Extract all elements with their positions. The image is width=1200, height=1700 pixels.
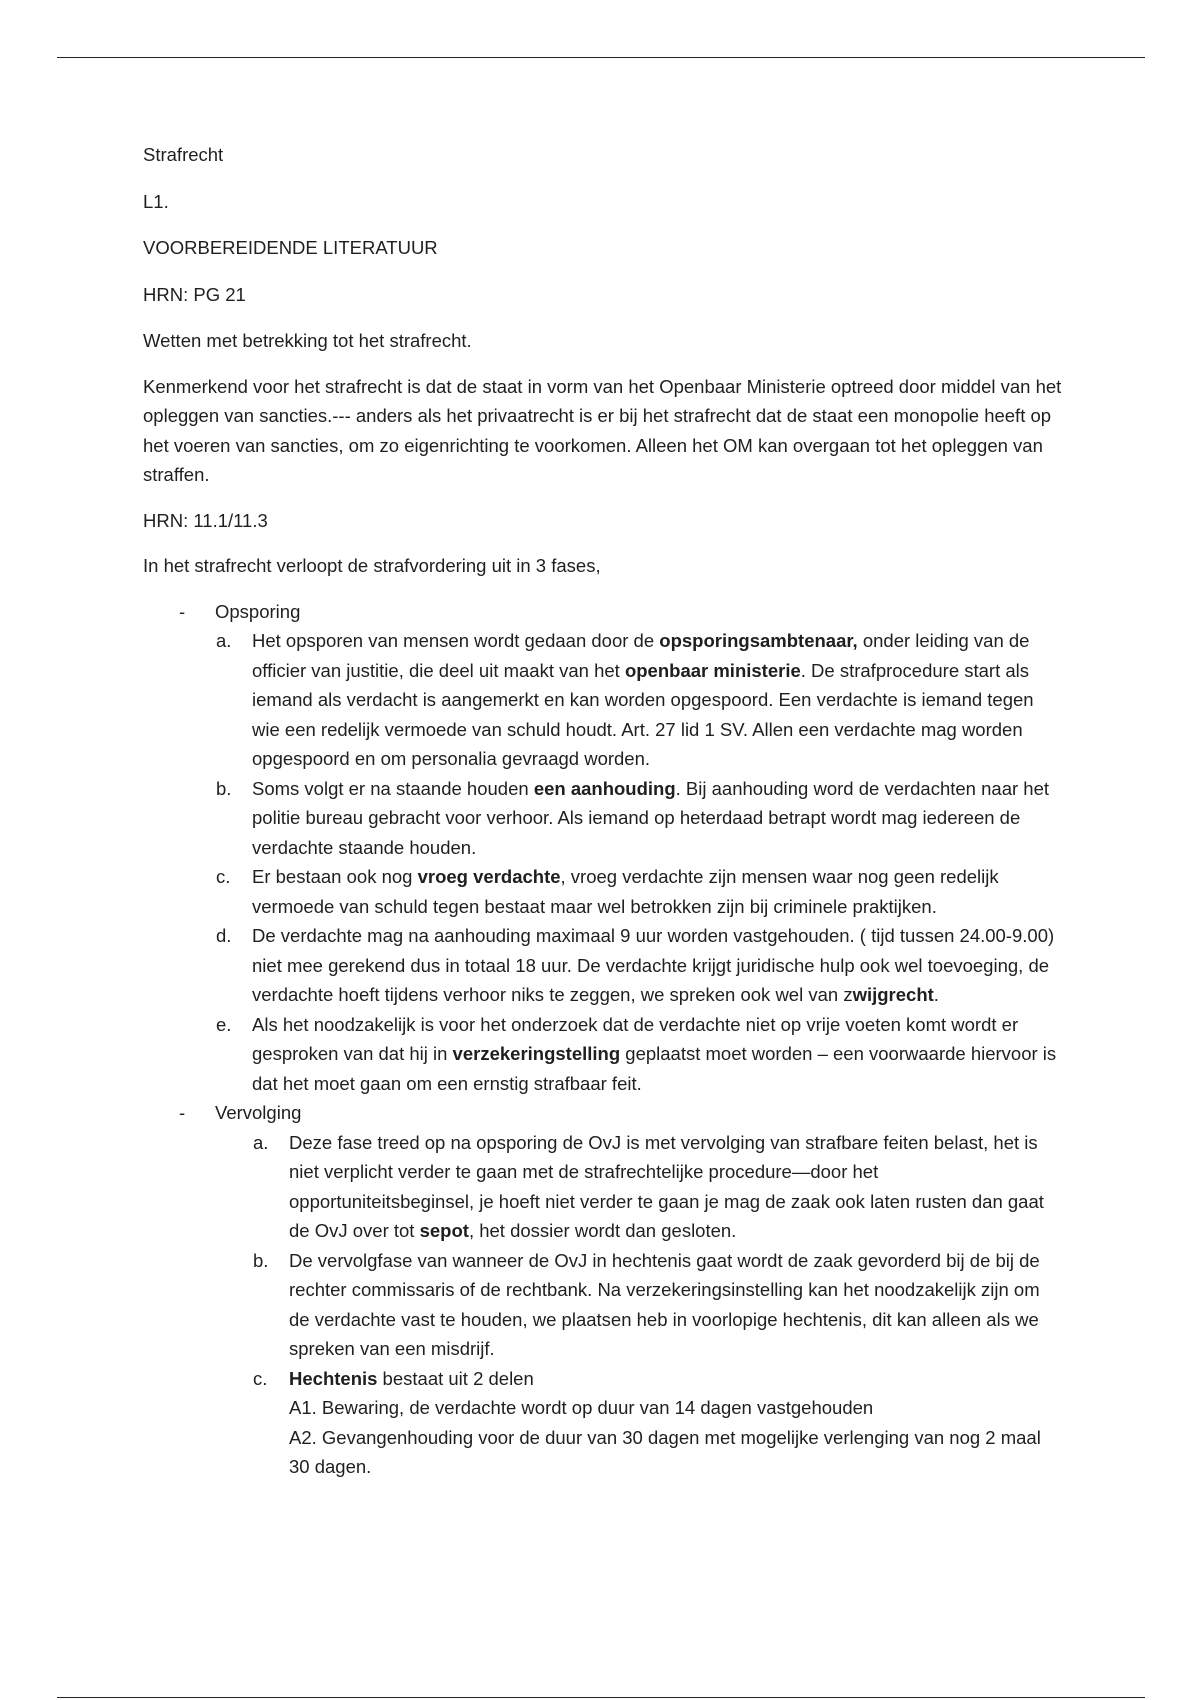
paragraph-strafrecht: Kenmerkend voor het strafrecht is dat de staat in vorm van het Openbaar Ministerie optreed door middel van het opleggen van sancties.--- anders als het privaatrecht is er bij het strafrecht dat de staat een monopolie heeft op het voeren van sancties, om zo eigenrichting te voorkomen. Alleen het OM kan overgaan tot het opleggen van straffen. — [143, 375, 1062, 485]
document-title: Strafrecht — [143, 144, 224, 165]
list-item: c. Er bestaan ook nog vroeg verdachte, vroeg verdachte zijn mensen waar nog geen redelijk vermoede van schuld tegen bestaat maar wel betrokken zijn bij criminele praktijken. — [143, 862, 1063, 921]
list-item: b. De vervolgfase van wanneer de OvJ in hechtenis gaat wordt de zaak gevorderd bij de bij de rechter commissaris of de rechtbank. Na verzekeringsinstelling kan het noodzakelijk zijn om de verdachte vast te houden, we plaatsen heb in voorlopige hechtenis, dit kan alleen als we spreken van een misdrijf. — [143, 1246, 1063, 1364]
document-body — [143, 140, 1063, 1482]
item-marker: a. — [216, 630, 232, 651]
sub-item-a1: A1. Bewaring, de verdachte wordt op duur van 14 dagen vastgehouden — [289, 1397, 874, 1418]
phase-label — [143, 597, 1063, 627]
phases-intro: In het strafrecht verloopt de strafvordering uit in 3 fases, — [143, 555, 601, 576]
item-marker: c. — [253, 1367, 268, 1389]
dash-bullet: - — [179, 600, 186, 622]
sub-item-a2: A2. Gevangenhouding voor de duur van 30 dagen met mogelijke verlenging van nog 2 maal 30 dagen. — [289, 1426, 1041, 1477]
phase-vervolging — [143, 1098, 1063, 1482]
footer-rule — [57, 1697, 1145, 1698]
item-marker: a. — [253, 1131, 269, 1153]
list-item: d. De verdachte mag na aanhouding maximaal 9 uur worden vastgehouden. ( tijd tussen 24.00-9.00) niet mee gerekend dus in totaal 18 uur. De verdachte krijgt juridische hulp ook wel toevoeging, de verdachte hoeft tijdens verhoor niks te zeggen, we spreken ook wel van zwijgrecht. — [143, 921, 1063, 1010]
item-marker: c. — [216, 866, 231, 887]
dash-bullet: - — [179, 1102, 186, 1123]
item-marker: d. — [216, 925, 232, 946]
list-item: e. Als het noodzakelijk is voor het onderzoek dat de verdachte niet op vrije voeten komt wordt er gesproken van dat hij in verzekeringstelling geplaatst moet worden – een voorwaarde hiervoor is dat het moet gaan om een ernstig strafbaar feit. — [143, 1010, 1063, 1099]
header-rule — [57, 57, 1145, 58]
phase-label — [143, 1098, 1063, 1128]
reference-2: HRN: 11.1/11.3 — [143, 509, 268, 531]
item-marker: b. — [216, 777, 232, 799]
list-item: a. Het opsporen van mensen wordt gedaan door de opsporingsambtenaar, onder leiding van de officier van justitie, die deel uit maakt van het openbaar ministerie. De strafprocedure start als iemand als verdacht is aangemerkt en kan worden opgespoord. Een verdachte is iemand tegen wie een redelijk vermoede van schuld houdt. Art. 27 lid 1 SV. Allen een verdachte mag worden opgespoord en om personalia gevraagd worden. — [143, 626, 1063, 774]
phase-opsporing — [143, 597, 1063, 1099]
intro-line: Wetten met betrekking tot het strafrecht. — [143, 330, 472, 351]
item-marker: b. — [253, 1249, 269, 1271]
item-marker: e. — [216, 1013, 232, 1035]
lesson-label: L1. — [143, 190, 169, 212]
reference-1: HRN: PG 21 — [143, 283, 246, 305]
list-item: b. Soms volgt er na staande houden een aanhouding. Bij aanhouding word de verdachten naar het politie bureau gebracht voor verhoor. Als iemand op heterdaad betrapt wordt mag iedereen de verdachte staande houden. — [143, 774, 1063, 863]
list-item: c. Hechtenis bestaat uit 2 delen A1. Bewaring, de verdachte wordt op duur van 14 dagen vastgehouden A2. Gevangenhouding voor de duur van 30 dagen met mogelijke verlenging van nog 2 maal 30 dagen. — [143, 1364, 1063, 1482]
phase-title: Opsporing — [215, 600, 301, 622]
section-heading: VOORBEREIDENDE LITERATUUR — [143, 237, 438, 258]
phase-title: Vervolging — [215, 1102, 302, 1123]
list-item: a. Deze fase treed op na opsporing de OvJ is met vervolging van strafbare feiten belast, het is niet verplicht verder te gaan met de strafrechtelijke procedure—door het opportuniteitsbeginsel, je hoeft niet verder te gaan je mag de zaak ook laten rusten dan gaat de OvJ over tot sepot, het dossier wordt dan gesloten. — [143, 1128, 1063, 1246]
